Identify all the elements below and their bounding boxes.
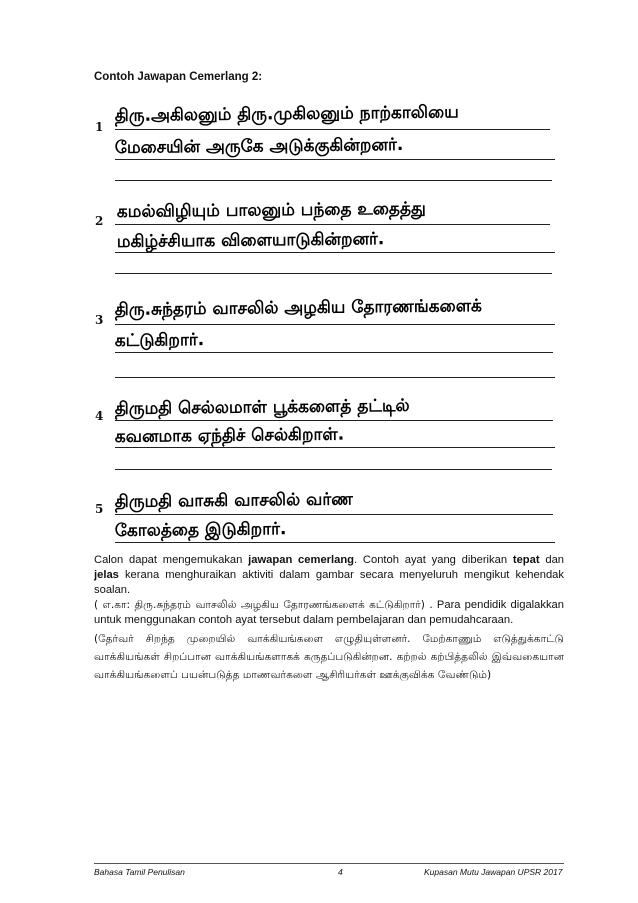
answer-number: 4 <box>95 409 104 423</box>
writing-rule <box>115 420 553 421</box>
text-span: Para pendidik digalakkan untuk menggunakan contoh ayat tersebut dalam pembelajaran dan pemudahcaraan. <box>94 599 565 626</box>
handwritten-answers <box>95 100 555 545</box>
answer-line: திரு.அகிலனும் திரு.முகிலனும் நாற்காலியை <box>114 102 459 127</box>
writing-rule <box>115 129 550 130</box>
writing-rule <box>115 542 555 543</box>
commentary-paragraph <box>94 598 564 628</box>
text-span: . Contoh ayat yang diberikan <box>354 554 513 566</box>
writing-rule <box>115 447 555 448</box>
answer-number: 1 <box>95 120 104 134</box>
bold-span: jawapan cemerlang <box>248 554 355 566</box>
writing-rule <box>115 180 552 181</box>
writing-rule <box>115 252 555 253</box>
bold-span: tepat <box>512 554 540 566</box>
commentary <box>94 553 564 684</box>
tamil-commentary: (தேர்வர் சிறந்த முறையில் வாக்கியங்களை எழுதியுள்ளனர். மேற்காணும் எடுத்துக்காட்டு வாக்கியங்கள் சிறப்பான வாக்கியங்களாகக் கருதப்படுகின்றன. கற்றல் கற்பித்தலில் இவ்வகையான வாக்கியங்களைப் பயன்படுத்த மாணவர்களை ஆசிரியர்கள் ஊக்குவிக்க வேண்டும்) <box>94 633 564 681</box>
footer-divider <box>94 863 564 864</box>
answer-line: கட்டுகிறார். <box>114 330 205 352</box>
answer-number: 2 <box>95 214 104 228</box>
writing-rule <box>115 469 552 470</box>
answer-line: திருமதி வாசுகி வாசலில் வர்ண <box>114 489 353 513</box>
writing-rule <box>115 224 550 225</box>
answer-line: திரு.சுந்தரம் வாசலில் அழகிய தோரணங்களைக் <box>114 296 482 321</box>
answer-line: மேசையின் அருகே அடுக்குகின்றனர். <box>114 134 404 159</box>
text-span: dan <box>539 554 565 566</box>
answer-line: மகிழ்ச்சியாக விளையாடுகின்றனர். <box>116 229 385 253</box>
answer-number: 3 <box>95 313 104 327</box>
writing-rule <box>115 514 553 515</box>
answer-line: கவனமாக ஏந்திச் செல்கிறாள். <box>114 424 345 448</box>
writing-rule <box>115 352 553 353</box>
footer-right: Kupasan Mutu Jawapan UPSR 2017 <box>424 867 563 877</box>
answer-line: கமல்விழியும் பாலனும் பந்தை உதைத்து <box>116 198 426 223</box>
writing-rule <box>115 159 555 160</box>
footer-left: Bahasa Tamil Penulisan <box>94 867 185 877</box>
answer-number: 5 <box>95 502 104 516</box>
answer-line: திருமதி செல்லமாள் பூக்களைத் தட்டில் <box>114 395 410 420</box>
text-span: Calon dapat mengemukakan <box>94 554 249 566</box>
text-span: kerana menghuraikan aktiviti dalam gambar secara menyeluruh mengikut kehendak soalan. <box>94 569 564 596</box>
writing-rule <box>115 273 552 274</box>
writing-rule <box>115 324 555 325</box>
writing-rule <box>115 377 555 378</box>
answer-line: கோலத்தை இடுகிறார். <box>114 519 287 542</box>
commentary-paragraph <box>94 553 564 598</box>
footer-page-number: 4 <box>338 867 343 877</box>
tamil-example: ( எ.கா: திரு.சுந்தரம் வாசலில் அழகிய தோரணங்களைக் கட்டுகிறார்) . <box>94 599 433 611</box>
page-heading: Contoh Jawapan Cemerlang 2: <box>94 71 263 83</box>
bold-span: jelas <box>94 569 119 581</box>
